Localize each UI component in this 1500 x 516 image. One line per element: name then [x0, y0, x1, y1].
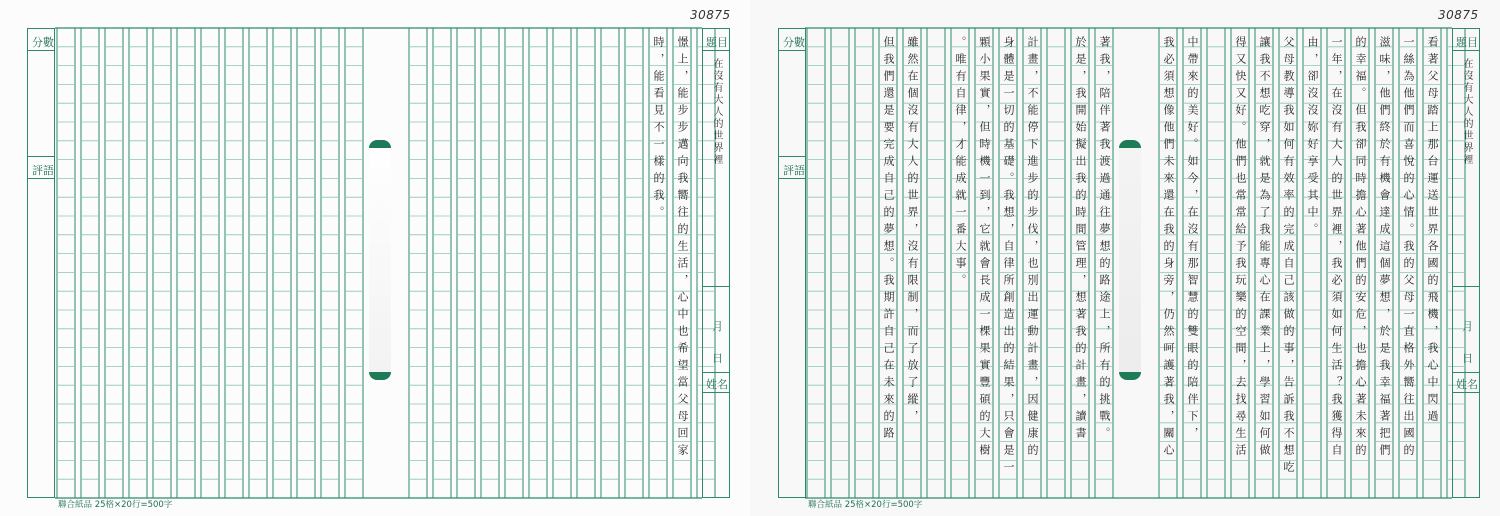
- score-label: 分數: [32, 36, 54, 49]
- page-fold: [1119, 140, 1141, 380]
- comment-label: 評語: [783, 164, 805, 177]
- essay-column: 中帶來的美好。如今，在沒有那智慧的雙眼的陪伴下，: [1186, 36, 1199, 444]
- fold-cap-top: [1119, 140, 1141, 148]
- essay-column: 身體是一切的基礎。我想，自律所創造出的結果，只會是一: [1002, 36, 1015, 478]
- fold-cap-top: [369, 140, 391, 148]
- divider: [1452, 372, 1480, 373]
- comment-label: 評語: [32, 164, 54, 177]
- essay-sheet-right: [750, 0, 1500, 516]
- essay-column: 由，卻沒沒妳好享受其中。: [1306, 36, 1319, 240]
- essay-column: 父母教導我如何有效率的完成自己該做的事，告訴我不想吃: [1282, 36, 1295, 478]
- day-label: 日: [1462, 352, 1473, 365]
- essay-column: 一年，在沒有大人的世界裡，我必須如何生活？我獲得自: [1330, 36, 1343, 461]
- name-label: 姓名: [1456, 378, 1478, 391]
- essay-title: 在沒有大人的世界裡: [1461, 58, 1472, 166]
- page-number: 30875: [1438, 8, 1479, 22]
- essay-column: 一絲為他們而喜悅的心情。我的父母一直格外嚮往出國的: [1402, 36, 1415, 461]
- essay-column: 於是，我開始擬出我的時間管理，想著我的計畫，讀書: [1074, 36, 1087, 444]
- essay-column: 得又快又好。他們也常常給予我玩樂的空間，去找尋生活: [1234, 36, 1247, 461]
- divider: [1452, 392, 1480, 393]
- page-number: 30875: [690, 8, 731, 22]
- paper-footer: 聯合紙品 25格×20行=500字: [58, 500, 173, 510]
- essay-column: 讓我不想吃穿，就是為了我能專心在課業上，學習如何做: [1258, 36, 1271, 461]
- essay-column: 看著父母踏上那台運送世界各國的飛機，我心中閃過: [1426, 36, 1439, 427]
- essay-column: 計畫，不能停下進步的步伐，也別出運動計畫，因健康的: [1026, 36, 1039, 461]
- name-label: 姓名: [706, 378, 728, 391]
- score-label: 分數: [783, 36, 805, 49]
- paper-footer: 聯合紙品 25格×20行=500字: [808, 500, 923, 510]
- month-label: 月: [1462, 320, 1473, 333]
- essay-column: 我必須想像他們未來還在我的身旁，仍然呵護著我，關心: [1162, 36, 1175, 461]
- divider: [702, 286, 730, 287]
- divider: [702, 50, 730, 51]
- essay-column: 雖然在個沒有大人的世界，沒有限制，而了放了縱，: [906, 36, 919, 427]
- day-label: 日: [712, 352, 723, 365]
- essay-title: 在沒有大人的世界裡: [711, 58, 722, 166]
- page-fold: [369, 140, 391, 380]
- essay-column: 。唯有自律，才能成就一番大事。: [954, 36, 967, 291]
- topic-label: 題目: [1456, 36, 1478, 49]
- essay-column: 顆小果實，但時機一到，它就會長成一棵果實豐碩的大樹: [978, 36, 991, 461]
- essay-column: 著我，陪伴著我渡過通往夢想的路途上，所有的挑戰。: [1098, 36, 1111, 444]
- essay-column: 的幸福。但我卻同時擔心著他們的安危，也擔心著未來的: [1354, 36, 1367, 461]
- divider: [1452, 286, 1480, 287]
- divider: [702, 392, 730, 393]
- divider: [702, 372, 730, 373]
- essay-column: 滋味，他們終於有機會達成這個夢想，於是我幸福著把們: [1378, 36, 1391, 461]
- divider: [1452, 50, 1480, 51]
- essay-column: 憬上，能步步邁向我嚮往的生活，心中也希望當父母回家: [676, 36, 689, 461]
- month-label: 月: [712, 320, 723, 333]
- topic-label: 題目: [706, 36, 728, 49]
- essay-column: 時，能看見不一樣的我。: [652, 36, 665, 223]
- essay-column: 但我們還是要完成自己的夢想。我期許自己在未來的路: [882, 36, 895, 444]
